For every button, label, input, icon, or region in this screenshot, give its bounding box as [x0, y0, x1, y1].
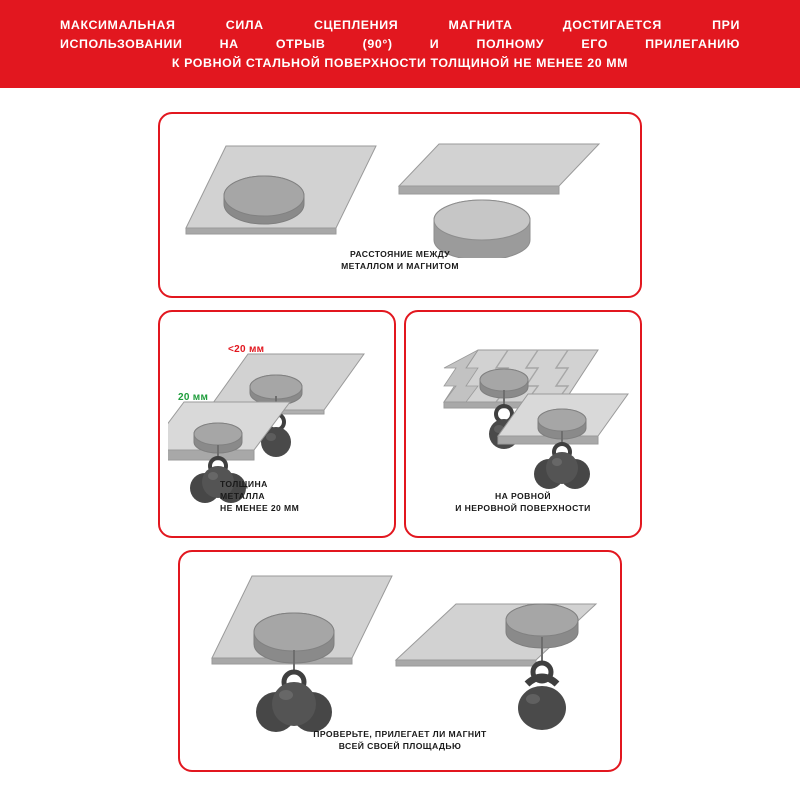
caption-surface-line-1: НА РОВНОЙ — [495, 491, 551, 501]
banner-line-1: МАКСИМАЛЬНАЯ СИЛА СЦЕПЛЕНИЯ МАГНИТА ДОСТИГАЕТСЯ ПРИ — [60, 17, 740, 32]
header-banner — [0, 0, 800, 88]
banner-line-2: ИСПОЛЬЗОВАНИИ НА ОТРЫВ (90°) И ПОЛНОМУ ЕГО ПРИЛЕГАНИЮ — [60, 36, 740, 51]
caption-contact-line-2: ВСЕЙ СВОЕЙ ПЛОЩАДЬЮ — [338, 741, 462, 751]
panel-distance-between-metal-and-magnet — [158, 112, 642, 298]
banner-line-3: К РОВНОЙ СТАЛЬНОЙ ПОВЕРХНОСТИ ТОЛЩИНОЙ НЕ МЕНЕЕ 20 ММ — [171, 55, 629, 70]
panel-flat-and-uneven-surface — [404, 310, 642, 538]
panel-check-full-contact — [178, 550, 622, 772]
panel-metal-thickness — [158, 310, 396, 538]
caption-distance-line-1: РАССТОЯНИЕ МЕЖДУ — [349, 249, 451, 259]
caption-thickness — [220, 478, 380, 514]
label-thick-thickness: 20 мм — [178, 392, 209, 403]
caption-distance-line-2: МЕТАЛЛОМ И МАГНИТОМ — [341, 261, 459, 271]
caption-surface — [406, 490, 640, 514]
figure-magnet-attached — [176, 128, 386, 258]
figure-surface-comparison — [416, 328, 636, 508]
caption-thickness-line-2: МЕТАЛЛА — [220, 491, 265, 501]
caption-thickness-line-3: НЕ МЕНЕЕ 20 ММ — [220, 503, 300, 513]
caption-thickness-line-1: ТОЛЩИНА — [220, 479, 268, 489]
caption-contact-line-1: ПРОВЕРЬТЕ, ПРИЛЕГАЕТ ЛИ МАГНИТ — [313, 729, 487, 739]
banner-text — [60, 16, 740, 73]
corrugated-and-flat-plate-icon — [416, 328, 636, 508]
figure-magnet-detached — [384, 128, 614, 258]
caption-surface-line-2: И НЕРОВНОЙ ПОВЕРХНОСТИ — [455, 503, 591, 513]
steel-plate-with-magnet-icon — [176, 128, 386, 258]
steel-plate-and-separated-magnet-icon — [384, 128, 614, 258]
label-thin-thickness: <20 мм — [228, 344, 265, 355]
caption-distance — [160, 248, 640, 272]
caption-contact — [180, 728, 620, 752]
